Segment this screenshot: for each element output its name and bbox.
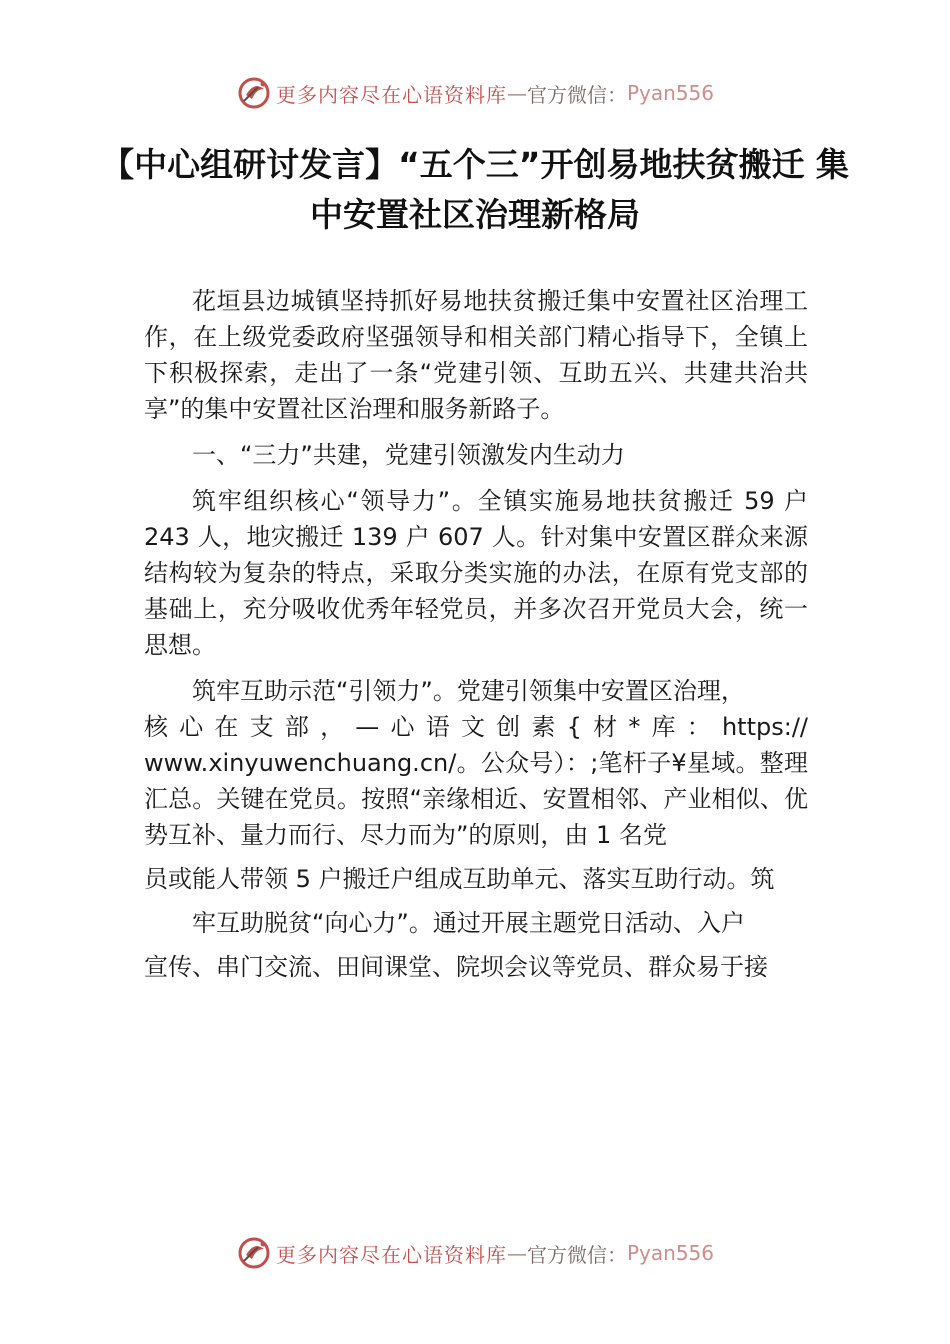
watermark-separator: — — [506, 81, 527, 105]
logo-icon — [236, 75, 272, 111]
paragraph-demonstration-line-2 — [144, 709, 808, 745]
spaced-text-line: 核心在支部，—心语文创素{材*库：https:// — [144, 713, 808, 741]
paragraph-leadership: 筑牢组织核心“领导力”。全镇实施易地扶贫搬迁 59 户 243 人，地灾搬迁 139 户 607 人。针对集中安置区群众来源结构较为复杂的特点，采取分类实施的办法，在原有党支部的基础上，充分吸收优秀年轻党员，并多次召开党员大会，统一思想。 — [144, 487, 808, 659]
logo-icon — [236, 1235, 272, 1271]
document-title: 【中心组研讨发言】“五个三”开创易地扶贫搬迁 集中安置社区治理新格局 — [101, 145, 849, 234]
watermark-header — [0, 68, 950, 118]
paragraph-demonstration-cont: www.xinyuwenchuang.cn/。公众号）：;笔杆子¥星域。整理汇总。关键在党员。按照“亲缘相近、安置相邻、产业相似、优势互补、量力而行、尽力而为”的原则，由 1 名党 — [144, 749, 808, 849]
watermark-wechat-id: Pyan556 — [626, 81, 714, 105]
watermark-wechat-id: Pyan556 — [626, 1241, 714, 1265]
section-heading-1: 一、“三力”共建，党建引领激发内生动力 — [192, 441, 625, 469]
paragraph-unit: 员或能人带领 5 户搬迁户组成互助单元、落实互助行动。筑 — [144, 865, 775, 893]
paragraph-demonstration: 筑牢互助示范“引领力”。党建引领集中安置区治理， — [192, 677, 745, 705]
document-body — [144, 283, 808, 985]
watermark-wechat-label: 官方微信： — [526, 82, 627, 107]
watermark-text: 更多内容尽在心语资料库 — [275, 82, 507, 107]
watermark-footer — [0, 1228, 950, 1278]
paragraph-cohesion: 牢互助脱贫“向心力”。通过开展主题党日活动、入户 — [192, 909, 745, 937]
paragraph-cohesion-cont: 宣传、串门交流、田间课堂、院坝会议等党员、群众易于接 — [144, 953, 768, 981]
watermark-separator: — — [506, 1241, 527, 1265]
watermark-text: 更多内容尽在心语资料库 — [275, 1242, 507, 1267]
watermark-wechat-label: 官方微信： — [526, 1242, 627, 1267]
paragraph-intro: 花垣县边城镇坚持抓好易地扶贫搬迁集中安置社区治理工作，在上级党委政府坚强领导和相关部门精心指导下，全镇上下积极探索，走出了一条“党建引领、互助五兴、共建共治共享”的集中安置社区治理和服务新路子。 — [144, 287, 808, 423]
